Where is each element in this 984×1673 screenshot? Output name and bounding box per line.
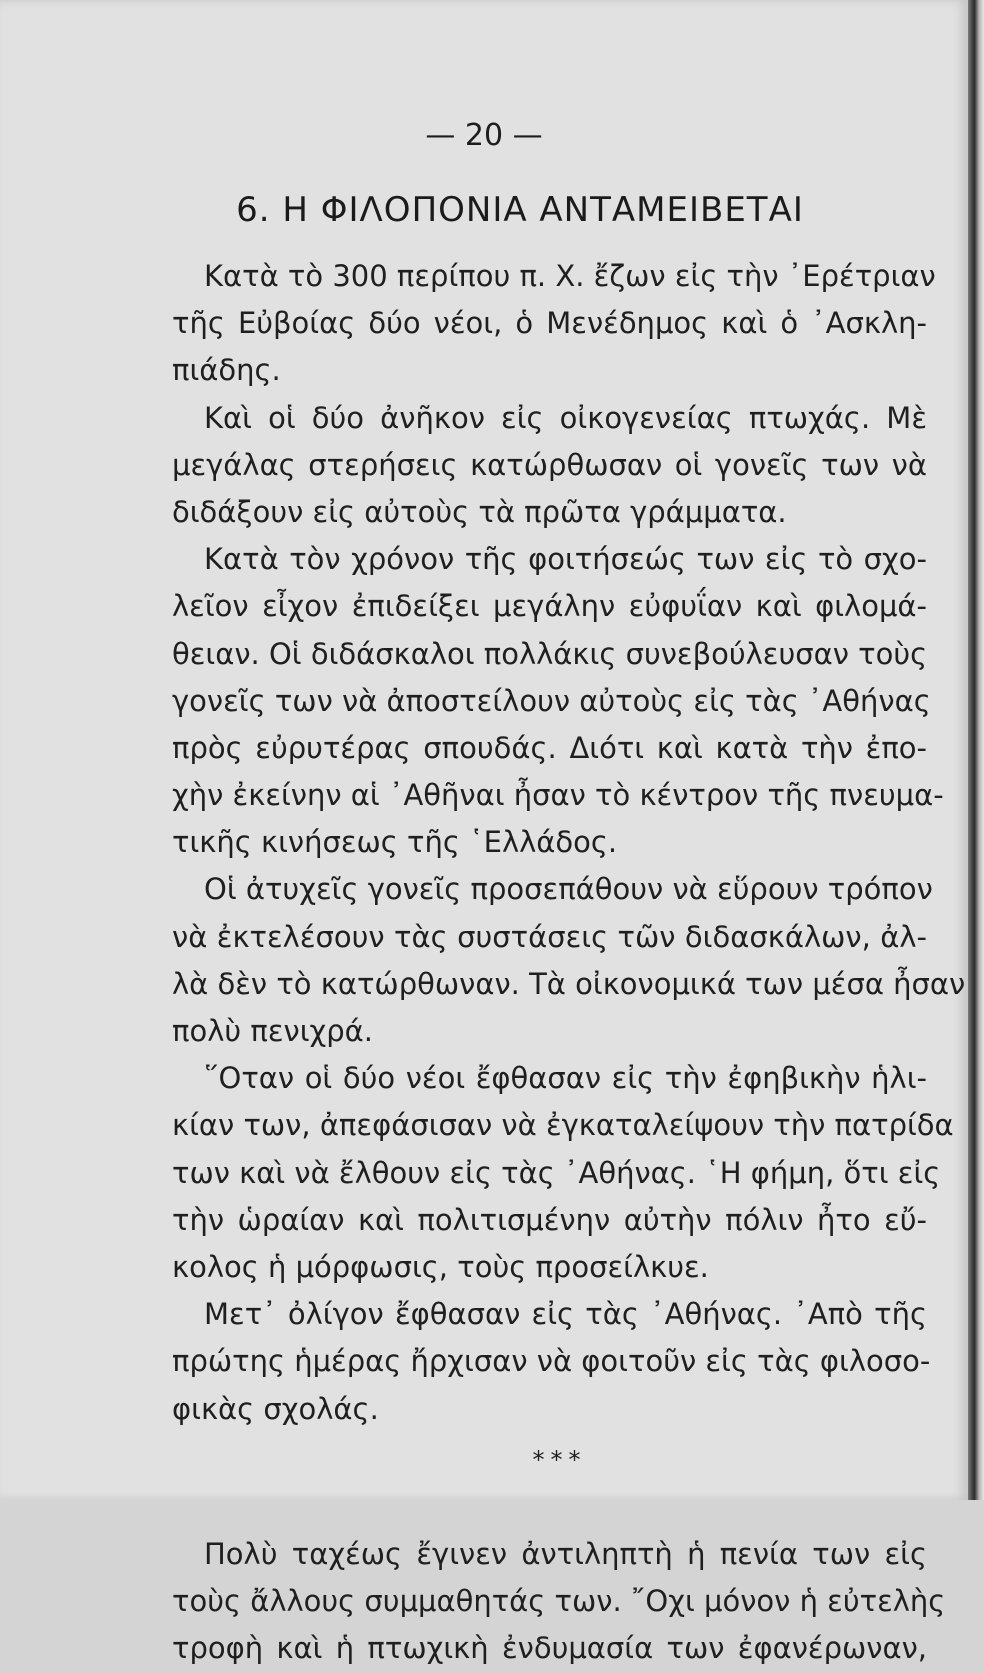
body-text — [172, 253, 966, 1673]
text-line: μεγάλας στερήσεις κατώρθωσαν οἱ γονεῖς των νὰ — [172, 447, 927, 482]
text-line: τὴν ὡραίαν καὶ πολιτισμένην αὐτὴν πόλιν ἦτο εὔ- — [172, 1202, 927, 1237]
text-line: διδάξουν εἰς αὐτοὺς τὰ πρῶτα γράμματα. — [172, 494, 787, 529]
text-line: ῞Οταν οἱ δύο νέοι ἔφθασαν εἰς τὴν ἐφηβικὴν ἡλι- — [204, 1061, 927, 1096]
text-line: Κατὰ τὸν χρόνον τῆς φοιτήσεώς των εἰς τὸ σχο- — [204, 542, 927, 577]
text-line: τῆς Εὐβοίας δύο νέοι, ὁ Μενέδημος καὶ ὁ ᾿Ασκλη- — [172, 306, 927, 341]
text-line: λεῖον εἶχον ἐπιδείξει μεγάλην εὐφυΐαν καὶ φιλομά- — [172, 589, 927, 624]
chapter-title: 6. Η ΦΙΛΟΠΟΝΙΑ ΑΝΤΑΜΕΙΒΕΤΑΙ — [236, 190, 804, 230]
text-line: Καὶ οἱ δύο ἀνῆκον εἰς οἰκογενείας πτωχάς. Μὲ — [204, 400, 927, 435]
text-line: γονεῖς των νὰ ἀποστείλουν αὐτοὺς εἰς τὰς ᾿Αθήνας — [172, 683, 931, 718]
text-line: κίαν των, ἀπεφάσισαν νὰ ἐγκαταλείψουν τὴν πατρίδα — [172, 1108, 954, 1143]
text-line: πρώτης ἡμέρας ἤρχισαν νὰ φοιτοῦν εἰς τὰς φιλοσο- — [172, 1344, 931, 1379]
text-line: χὴν ἐκείνην αἱ ᾿Αθῆναι ἦσαν τὸ κέντρον τῆς πνευμα- — [172, 778, 944, 813]
text-line: κολος ἡ μόρφωσις, τοὺς προσείλκυε. — [172, 1249, 709, 1284]
text-line: νὰ ἐκτελέσουν τὰς συστάσεις τῶν διδασκάλων, ἀλ- — [172, 919, 927, 954]
text-line: των καὶ νὰ ἔλθουν εἰς τὰς ᾿Αθήνας. ῾Η φήμη, ὅτι εἰς — [172, 1155, 941, 1190]
text-line: πρὸς εὐρυτέρας σπουδάς. Διότι καὶ κατὰ τὴν ἐπο- — [172, 730, 927, 765]
text-line: πιάδης. — [172, 353, 281, 388]
text-line: τοὺς ἄλλους συμμαθητάς των. ῎Οχι μόνον ἡ εὐτελὴς — [172, 1584, 946, 1619]
page-number: — 20 — — [425, 118, 543, 153]
text-line: Μετ᾿ ὀλίγον ἔφθασαν εἰς τὰς ᾿Αθήνας. ᾿Απὸ τῆς — [204, 1297, 927, 1332]
book-spine-edge — [968, 0, 984, 1500]
text-line: λὰ δὲν τὸ κατώρθωναν. Τὰ οἰκονομικά των μέσα ἦσαν — [172, 966, 966, 1001]
text-line: Πολὺ ταχέως ἔγινεν ἀντιληπτὴ ἡ πενία των εἰς — [204, 1537, 927, 1572]
text-line: τροφὴ καὶ ἡ πτωχικὴ ἐνδυμασία των ἐφανέρωναν, — [172, 1631, 927, 1666]
blank-line — [172, 1484, 927, 1531]
text-line: φικὰς σχολάς. — [172, 1391, 379, 1426]
text-line: θειαν. Οἱ διδάσκαλοι πολλάκις συνεβούλευσαν τοὺς — [172, 636, 928, 671]
text-line: Οἱ ἀτυχεῖς γονεῖς προσεπάθουν νὰ εὕρουν τρόπον — [204, 872, 933, 907]
text-line: πολὺ πενιχρά. — [172, 1014, 374, 1048]
text-line: Κατὰ τὸ 300 περίπου π. Χ. ἔζων εἰς τὴν ᾿Ερέτριαν — [204, 259, 936, 293]
text-line: τικῆς κινήσεως τῆς ῾Ελλάδος. — [172, 825, 618, 860]
section-separator: *** — [532, 1445, 587, 1474]
